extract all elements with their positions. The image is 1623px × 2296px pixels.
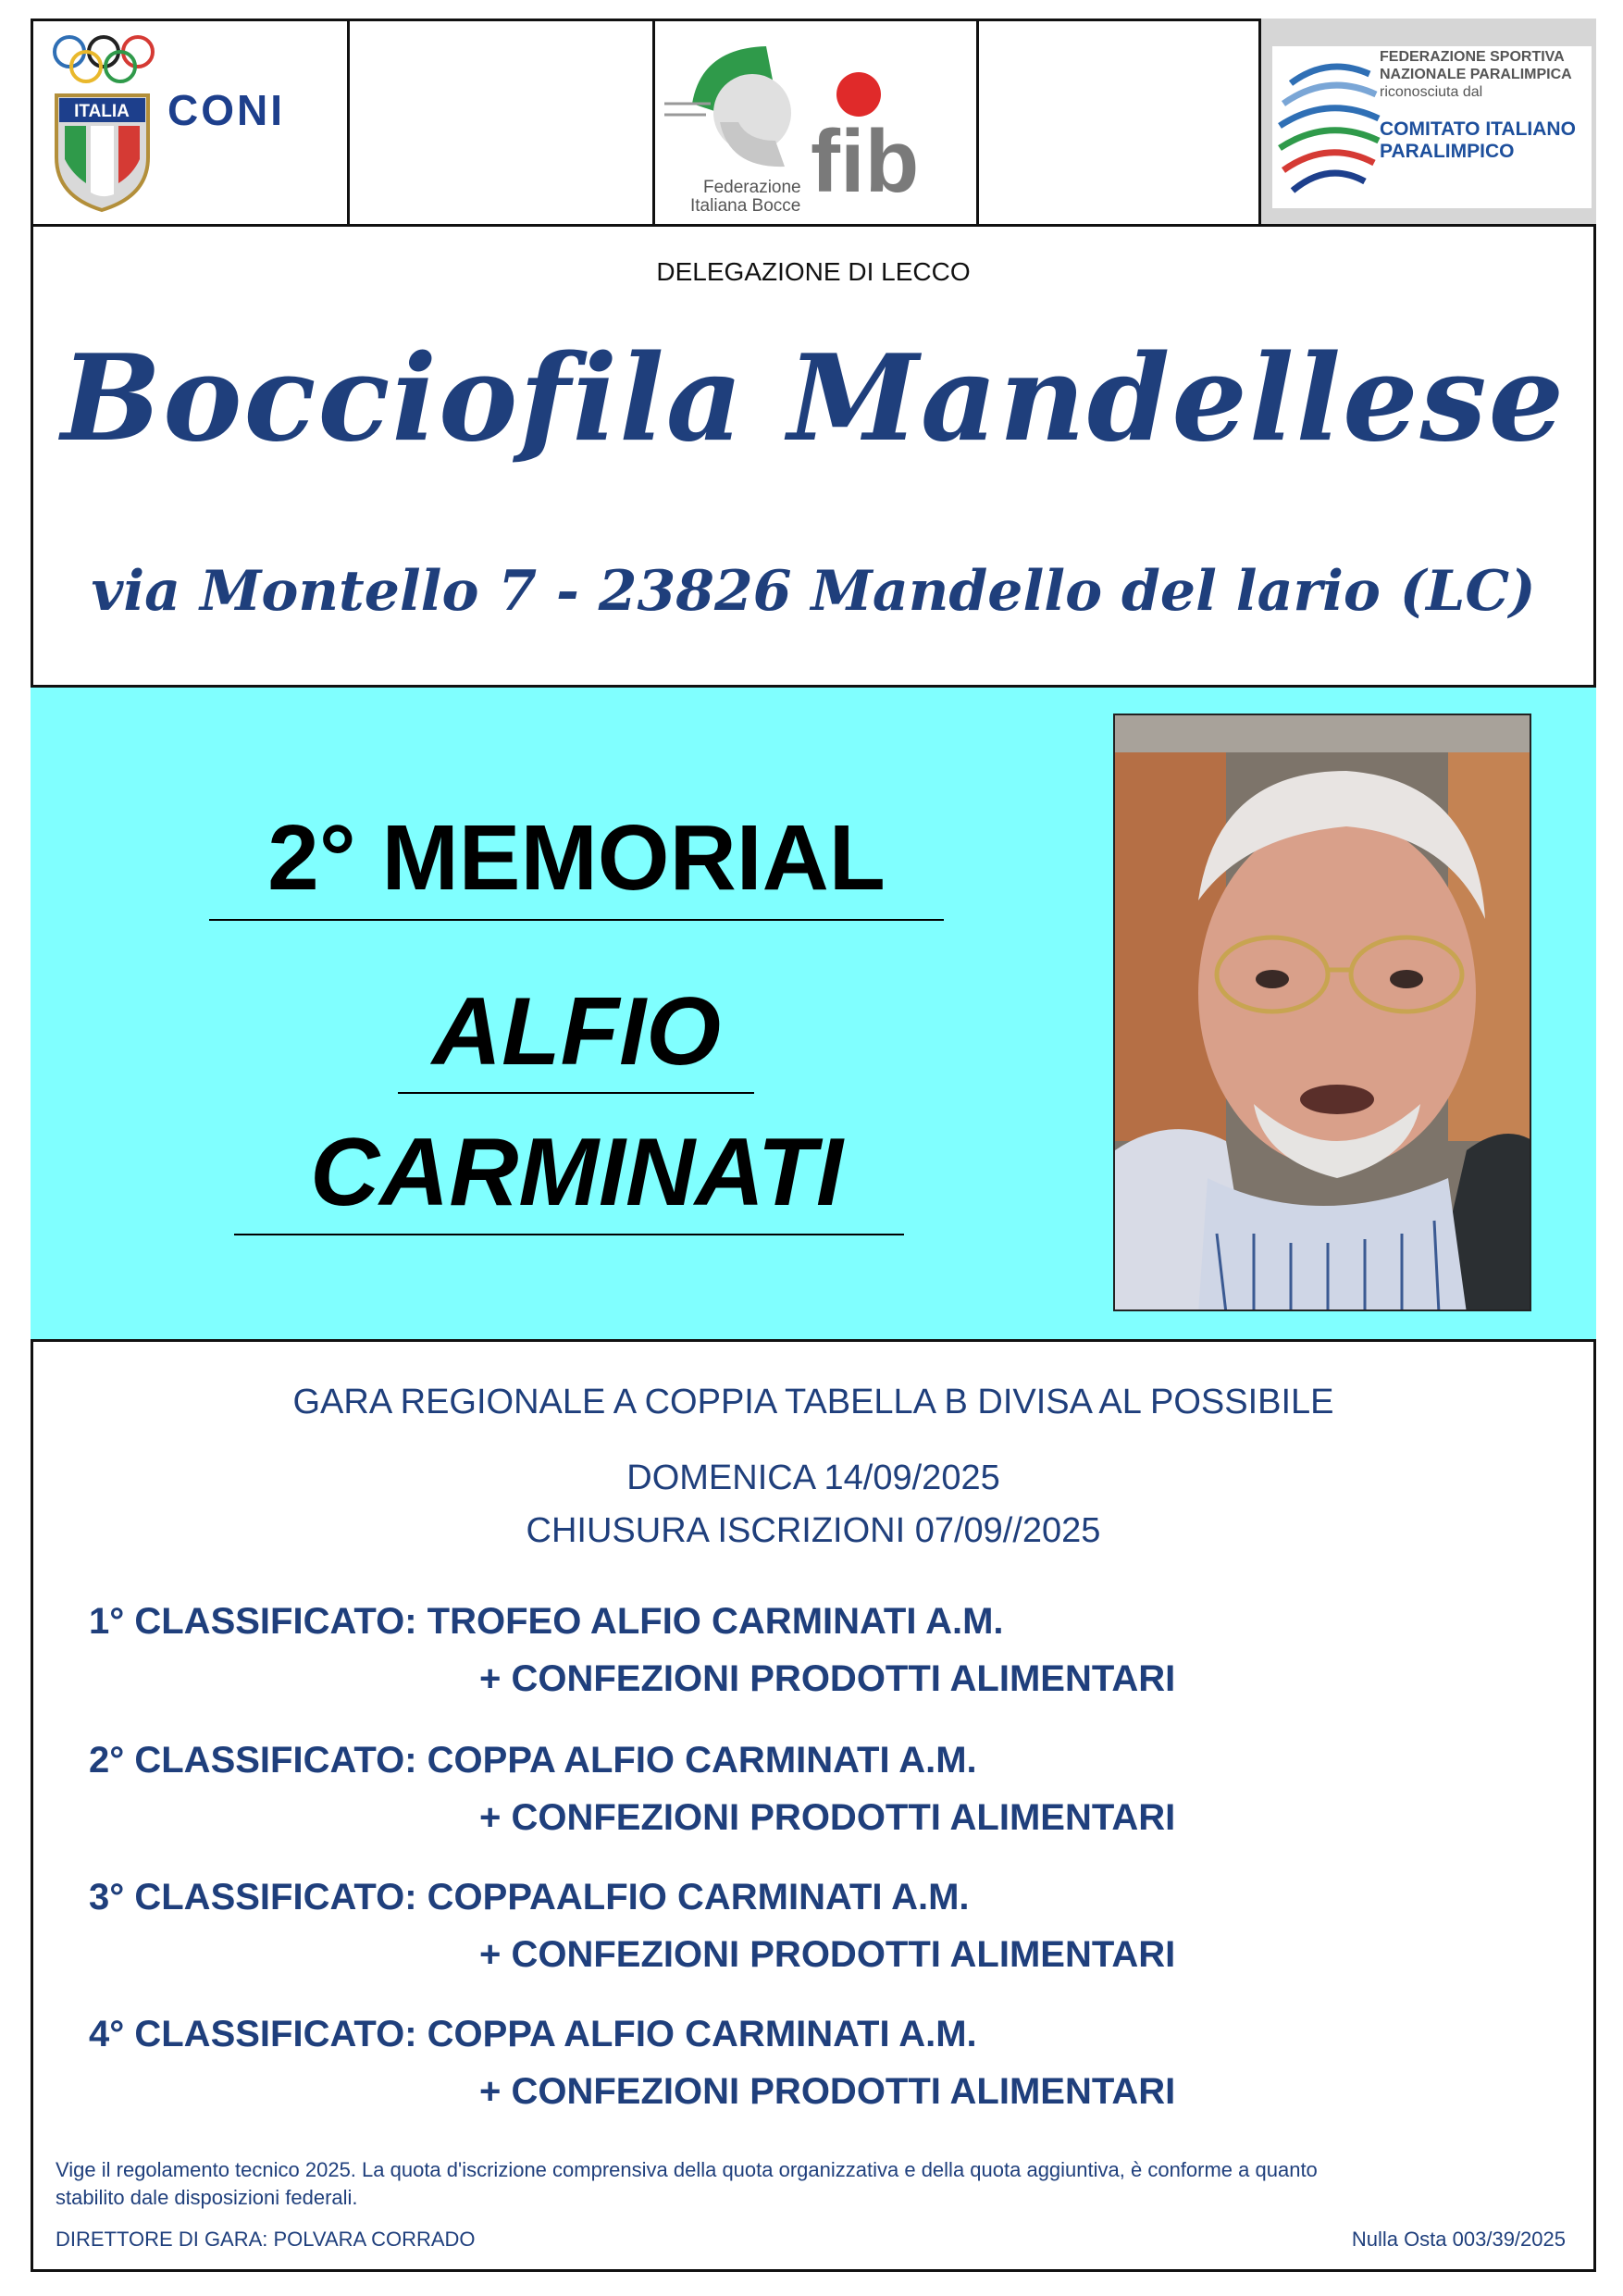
prize-3-extra: + CONFEZIONI PRODOTTI ALIMENTARI [479,1934,1176,1975]
event-type: GARA REGIONALE A COPPIA TABELLA B DIVISA AL POSSIBILE [292,1383,1334,1421]
cip-line1: FEDERAZIONE SPORTIVA [1380,49,1565,65]
coni-shield-icon [54,93,151,213]
honoree-last-name: CARMINATI [310,1119,843,1226]
memorial-underline [209,919,944,921]
empty-logo-cell-1 [350,19,655,227]
coni-logo-cell [31,19,350,227]
club-name: Bocciofila Mandellese [60,329,1567,468]
honoree-first-name: ALFIO [432,978,721,1086]
cip-emblem-icon [1272,46,1383,208]
prize-1-title: 1° CLASSIFICATO: TROFEO ALFIO CARMINATI A.M. [89,1601,1004,1642]
cip-line3: riconosciuta dal [1380,84,1483,100]
prize-3-title: 3° CLASSIFICATO: COPPAALFIO CARMINATI A.M. [89,1877,970,1917]
fib-line2: Italiana Bocce [690,196,801,216]
fib-logo-cell [655,19,979,227]
prize-4-title: 4° CLASSIFICATO: COPPA ALFIO CARMINATI A.M. [89,2014,977,2054]
last-name-underline [234,1234,904,1235]
fib-mark: fib [811,112,920,211]
prize-4-extra: + CONFEZIONI PRODOTTI ALIMENTARI [479,2071,1176,2112]
honoree-portrait [1113,714,1531,1311]
prize-1-extra: + CONFEZIONI PRODOTTI ALIMENTARI [479,1658,1176,1699]
event-date: DOMENICA 14/09/2025 [626,1458,1000,1497]
cip-line5: PARALIMPICO [1380,141,1515,162]
logo-row [31,19,1596,227]
memorial-title: 2° MEMORIAL [267,806,886,910]
registration-closing: CHIUSURA ISCRIZIONI 07/09//2025 [526,1511,1101,1550]
coni-badge-text: ITALIA [74,102,130,121]
cip-line2: NAZIONALE PARALIMPICA [1380,67,1572,82]
empty-logo-cell-2 [979,19,1261,227]
club-address: via Montello 7 - 23826 Mandello del lario (LC) [91,559,1536,624]
nulla-osta: Nulla Osta 003/39/2025 [1351,2228,1566,2251]
race-director: DIRETTORE DI GARA: POLVARA CORRADO [56,2228,476,2251]
prize-2-title: 2° CLASSIFICATO: COPPA ALFIO CARMINATI A.M. [89,1740,977,1781]
coni-name: CONI [167,86,285,134]
first-name-underline [398,1092,754,1094]
rules-note: Vige il regolamento tecnico 2025. La quota d'iscrizione comprensiva della quota organizzativa e della quota aggiuntiva, è conforme a quanto stabilito dale disposizioni federali. [56,2158,1318,2209]
olympic-rings-icon [51,31,157,87]
cip-federation-text [1380,48,1572,101]
delegation-label: DELEGAZIONE DI LECCO [656,257,971,286]
cip-committee-text [1380,118,1576,163]
prize-2-extra: + CONFEZIONI PRODOTTI ALIMENTARI [479,1797,1176,1838]
cip-logo-cell [1261,19,1596,227]
cip-line4: COMITATO ITALIANO [1380,118,1576,140]
portrait-image [1115,715,1531,1311]
fib-line1: Federazione [703,178,801,197]
